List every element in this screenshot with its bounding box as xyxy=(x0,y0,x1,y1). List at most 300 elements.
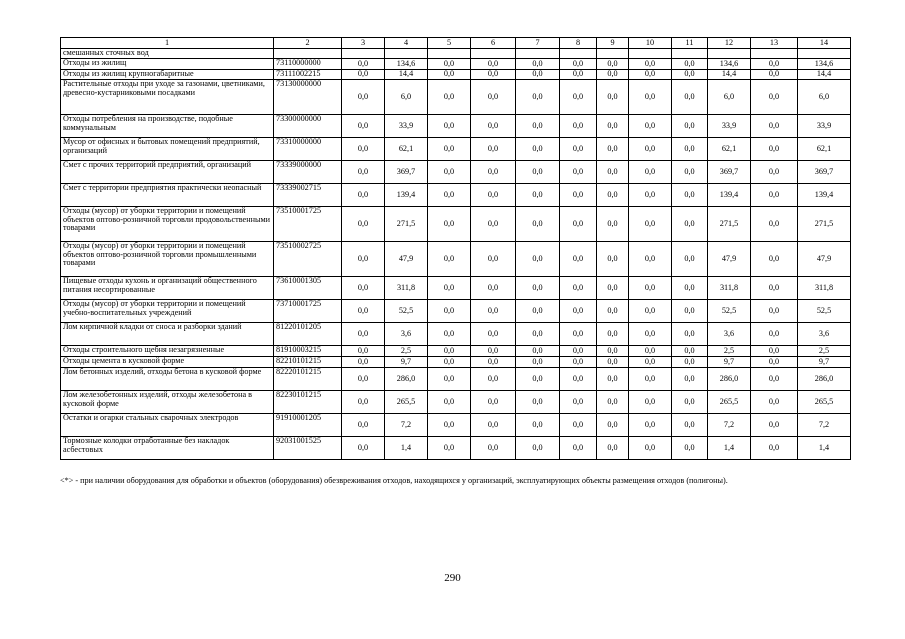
value-cell: 0,0 xyxy=(471,346,516,357)
value-cell: 0,0 xyxy=(597,346,629,357)
value-cell: 0,0 xyxy=(516,414,560,437)
table-row xyxy=(61,161,851,184)
value-cell: 0,0 xyxy=(751,138,798,161)
value-cell: 0,0 xyxy=(597,368,629,391)
value-cell: 0,0 xyxy=(560,80,597,115)
value-cell: 0,0 xyxy=(428,207,471,242)
value-cell: 0,0 xyxy=(428,323,471,346)
value-cell: 0,0 xyxy=(342,323,385,346)
value-cell: 0,0 xyxy=(672,115,708,138)
value-cell: 0,0 xyxy=(471,277,516,300)
value-cell: 3,6 xyxy=(798,323,851,346)
value-cell: 7,2 xyxy=(708,414,751,437)
value-cell: 62,1 xyxy=(708,138,751,161)
value-cell: 0,0 xyxy=(629,437,672,460)
value-cell: 0,0 xyxy=(597,70,629,80)
column-number-header: 4 xyxy=(385,38,428,49)
value-cell: 0,0 xyxy=(597,80,629,115)
value-cell: 0,0 xyxy=(428,59,471,70)
value-cell: 0,0 xyxy=(471,70,516,80)
value-cell: 33,9 xyxy=(385,115,428,138)
value-cell: 0,0 xyxy=(629,277,672,300)
value-cell: 7,2 xyxy=(385,414,428,437)
table-row xyxy=(61,242,851,277)
waste-code-cell: 82220101215 xyxy=(274,368,342,391)
value-cell: 0,0 xyxy=(629,80,672,115)
value-cell xyxy=(385,49,428,59)
value-cell: 0,0 xyxy=(471,80,516,115)
value-cell: 0,0 xyxy=(629,242,672,277)
value-cell: 0,0 xyxy=(751,300,798,323)
value-cell: 0,0 xyxy=(428,115,471,138)
value-cell: 0,0 xyxy=(342,346,385,357)
waste-name-cell: Растительные отходы при уходе за газонами, цветниками, древесно-кустарниковыми посадками xyxy=(61,80,274,115)
value-cell: 311,8 xyxy=(798,277,851,300)
value-cell: 0,0 xyxy=(342,184,385,207)
value-cell: 9,7 xyxy=(708,357,751,368)
value-cell: 0,0 xyxy=(597,300,629,323)
table-row xyxy=(61,323,851,346)
waste-name-cell: Мусор от офисных и бытовых помещений предприятий, организаций xyxy=(61,138,274,161)
value-cell: 7,2 xyxy=(798,414,851,437)
value-cell: 134,6 xyxy=(385,59,428,70)
value-cell: 14,4 xyxy=(708,70,751,80)
table-row xyxy=(61,80,851,115)
column-number-header: 10 xyxy=(629,38,672,49)
value-cell: 3,6 xyxy=(708,323,751,346)
value-cell: 0,0 xyxy=(342,437,385,460)
value-cell: 33,9 xyxy=(798,115,851,138)
value-cell: 0,0 xyxy=(751,184,798,207)
value-cell: 0,0 xyxy=(516,391,560,414)
value-cell: 0,0 xyxy=(629,207,672,242)
value-cell: 0,0 xyxy=(672,184,708,207)
value-cell: 0,0 xyxy=(751,59,798,70)
column-number-header: 9 xyxy=(597,38,629,49)
table-row xyxy=(61,70,851,80)
value-cell: 0,0 xyxy=(560,391,597,414)
value-cell: 0,0 xyxy=(751,391,798,414)
value-cell: 369,7 xyxy=(798,161,851,184)
value-cell: 2,5 xyxy=(385,346,428,357)
value-cell xyxy=(751,49,798,59)
value-cell: 0,0 xyxy=(342,80,385,115)
value-cell: 0,0 xyxy=(672,277,708,300)
value-cell: 0,0 xyxy=(471,300,516,323)
value-cell: 0,0 xyxy=(342,277,385,300)
value-cell: 0,0 xyxy=(560,115,597,138)
value-cell: 271,5 xyxy=(798,207,851,242)
value-cell: 139,4 xyxy=(385,184,428,207)
value-cell: 369,7 xyxy=(385,161,428,184)
value-cell: 0,0 xyxy=(751,437,798,460)
waste-code-cell: 73111002215 xyxy=(274,70,342,80)
value-cell: 139,4 xyxy=(798,184,851,207)
value-cell: 0,0 xyxy=(516,242,560,277)
waste-name-cell: Смет с прочих территорий предприятий, организаций xyxy=(61,161,274,184)
value-cell xyxy=(798,49,851,59)
column-number-header: 14 xyxy=(798,38,851,49)
value-cell: 0,0 xyxy=(751,368,798,391)
waste-code-cell: 81910003215 xyxy=(274,346,342,357)
value-cell: 0,0 xyxy=(751,357,798,368)
value-cell: 52,5 xyxy=(385,300,428,323)
table-row xyxy=(61,357,851,368)
value-cell: 0,0 xyxy=(342,70,385,80)
waste-data-table xyxy=(60,37,851,460)
value-cell: 265,5 xyxy=(708,391,751,414)
value-cell: 47,9 xyxy=(798,242,851,277)
waste-name-cell: Лом кирпичной кладки от сноса и разборки зданий xyxy=(61,323,274,346)
waste-code-cell: 73510001725 xyxy=(274,207,342,242)
table-row xyxy=(61,414,851,437)
value-cell: 47,9 xyxy=(708,242,751,277)
column-number-header: 5 xyxy=(428,38,471,49)
value-cell xyxy=(471,49,516,59)
value-cell: 0,0 xyxy=(428,70,471,80)
value-cell: 0,0 xyxy=(751,277,798,300)
value-cell: 0,0 xyxy=(516,161,560,184)
value-cell: 271,5 xyxy=(708,207,751,242)
value-cell: 134,6 xyxy=(798,59,851,70)
value-cell: 0,0 xyxy=(428,368,471,391)
value-cell: 0,0 xyxy=(342,207,385,242)
value-cell: 0,0 xyxy=(471,59,516,70)
waste-name-cell: Лом бетонных изделий, отходы бетона в кусковой форме xyxy=(61,368,274,391)
value-cell: 0,0 xyxy=(560,323,597,346)
table-row xyxy=(61,184,851,207)
value-cell: 14,4 xyxy=(385,70,428,80)
value-cell: 311,8 xyxy=(708,277,751,300)
value-cell xyxy=(560,49,597,59)
waste-code-cell: 92031001525 xyxy=(274,437,342,460)
value-cell: 0,0 xyxy=(428,437,471,460)
table-row xyxy=(61,138,851,161)
value-cell: 0,0 xyxy=(342,115,385,138)
waste-code-cell: 73300000000 xyxy=(274,115,342,138)
table-row xyxy=(61,49,851,59)
value-cell: 0,0 xyxy=(516,138,560,161)
value-cell: 0,0 xyxy=(597,184,629,207)
value-cell: 0,0 xyxy=(672,161,708,184)
value-cell: 0,0 xyxy=(428,242,471,277)
table-row xyxy=(61,300,851,323)
waste-name-cell: Отходы цемента в кусковой форме xyxy=(61,357,274,368)
value-cell: 1,4 xyxy=(798,437,851,460)
value-cell: 0,0 xyxy=(428,346,471,357)
page-number: 290 xyxy=(444,572,461,584)
value-cell: 9,7 xyxy=(798,357,851,368)
value-cell: 0,0 xyxy=(751,70,798,80)
waste-code-cell: 73110000000 xyxy=(274,59,342,70)
value-cell: 0,0 xyxy=(342,138,385,161)
waste-name-cell: Отходы из жилищ крупногабаритные xyxy=(61,70,274,80)
value-cell: 0,0 xyxy=(428,357,471,368)
value-cell: 0,0 xyxy=(342,300,385,323)
value-cell: 0,0 xyxy=(516,300,560,323)
value-cell: 0,0 xyxy=(516,70,560,80)
value-cell: 0,0 xyxy=(672,357,708,368)
waste-code-cell: 73130000000 xyxy=(274,80,342,115)
value-cell: 62,1 xyxy=(385,138,428,161)
column-number-header: 6 xyxy=(471,38,516,49)
table-row xyxy=(61,277,851,300)
value-cell: 0,0 xyxy=(516,368,560,391)
waste-code-cell: 73339000000 xyxy=(274,161,342,184)
waste-code-cell: 73710001725 xyxy=(274,300,342,323)
value-cell: 0,0 xyxy=(629,115,672,138)
value-cell: 0,0 xyxy=(471,437,516,460)
value-cell: 0,0 xyxy=(516,80,560,115)
value-cell: 0,0 xyxy=(629,391,672,414)
value-cell: 0,0 xyxy=(629,323,672,346)
value-cell xyxy=(629,49,672,59)
value-cell: 0,0 xyxy=(597,138,629,161)
value-cell: 0,0 xyxy=(597,414,629,437)
column-number-header: 11 xyxy=(672,38,708,49)
waste-code-cell: 73510002725 xyxy=(274,242,342,277)
value-cell: 6,0 xyxy=(385,80,428,115)
table-row xyxy=(61,391,851,414)
value-cell: 0,0 xyxy=(516,184,560,207)
value-cell: 0,0 xyxy=(342,242,385,277)
value-cell: 2,5 xyxy=(708,346,751,357)
value-cell: 0,0 xyxy=(560,242,597,277)
table-row xyxy=(61,368,851,391)
value-cell: 0,0 xyxy=(672,414,708,437)
value-cell: 0,0 xyxy=(751,242,798,277)
value-cell: 0,0 xyxy=(751,323,798,346)
value-cell: 0,0 xyxy=(560,357,597,368)
waste-name-cell: Лом железобетонных изделий, отходы железобетона в кусковой форме xyxy=(61,391,274,414)
value-cell: 286,0 xyxy=(708,368,751,391)
value-cell: 0,0 xyxy=(560,161,597,184)
value-cell: 0,0 xyxy=(560,138,597,161)
column-number-header: 8 xyxy=(560,38,597,49)
value-cell: 0,0 xyxy=(751,80,798,115)
value-cell: 2,5 xyxy=(798,346,851,357)
waste-name-cell: Отходы из жилищ xyxy=(61,59,274,70)
value-cell: 0,0 xyxy=(629,59,672,70)
value-cell: 139,4 xyxy=(708,184,751,207)
waste-name-cell: Смет с территории предприятия практически неопасный xyxy=(61,184,274,207)
value-cell: 3,6 xyxy=(385,323,428,346)
value-cell: 0,0 xyxy=(751,414,798,437)
column-number-header: 3 xyxy=(342,38,385,49)
value-cell: 0,0 xyxy=(597,161,629,184)
value-cell: 0,0 xyxy=(597,357,629,368)
value-cell: 0,0 xyxy=(516,357,560,368)
value-cell: 0,0 xyxy=(471,323,516,346)
value-cell: 0,0 xyxy=(428,80,471,115)
value-cell: 0,0 xyxy=(560,300,597,323)
value-cell: 0,0 xyxy=(560,346,597,357)
value-cell: 0,0 xyxy=(597,277,629,300)
value-cell: 311,8 xyxy=(385,277,428,300)
value-cell: 0,0 xyxy=(428,184,471,207)
value-cell: 0,0 xyxy=(471,357,516,368)
value-cell: 0,0 xyxy=(672,300,708,323)
waste-name-cell: Отходы (мусор) от уборки территории и помещений объектов оптово-розничной торговли продовольственными товарами xyxy=(61,207,274,242)
value-cell: 62,1 xyxy=(798,138,851,161)
value-cell: 0,0 xyxy=(516,277,560,300)
value-cell: 0,0 xyxy=(516,59,560,70)
value-cell: 0,0 xyxy=(516,346,560,357)
value-cell: 0,0 xyxy=(560,207,597,242)
waste-name-cell: Отходы потребления на производстве, подобные коммунальным xyxy=(61,115,274,138)
value-cell: 0,0 xyxy=(629,138,672,161)
waste-name-cell: Пищевые отходы кухонь и организаций общественного питания несортированные xyxy=(61,277,274,300)
value-cell: 0,0 xyxy=(428,300,471,323)
value-cell: 0,0 xyxy=(342,391,385,414)
value-cell: 265,5 xyxy=(798,391,851,414)
value-cell: 0,0 xyxy=(597,323,629,346)
value-cell: 0,0 xyxy=(560,277,597,300)
value-cell: 6,0 xyxy=(798,80,851,115)
value-cell: 134,6 xyxy=(708,59,751,70)
table-row xyxy=(61,115,851,138)
value-cell: 14,4 xyxy=(798,70,851,80)
value-cell: 6,0 xyxy=(708,80,751,115)
value-cell: 0,0 xyxy=(342,368,385,391)
value-cell: 1,4 xyxy=(708,437,751,460)
footnote: <*> - при наличии оборудования для обработки и объектов (оборудования) обезвреживания отходов, находящихся у организаций, эксплуатирующих объекты размещения отходов (полигоны). xyxy=(60,476,728,485)
value-cell xyxy=(672,49,708,59)
value-cell: 0,0 xyxy=(471,242,516,277)
value-cell: 0,0 xyxy=(471,391,516,414)
value-cell: 0,0 xyxy=(672,70,708,80)
value-cell: 0,0 xyxy=(751,115,798,138)
waste-code-cell: 82210101215 xyxy=(274,357,342,368)
value-cell: 286,0 xyxy=(385,368,428,391)
value-cell: 0,0 xyxy=(471,184,516,207)
value-cell: 0,0 xyxy=(516,207,560,242)
waste-code-cell: 81220101205 xyxy=(274,323,342,346)
value-cell: 0,0 xyxy=(428,277,471,300)
value-cell: 369,7 xyxy=(708,161,751,184)
value-cell: 0,0 xyxy=(751,207,798,242)
value-cell: 0,0 xyxy=(560,437,597,460)
value-cell: 0,0 xyxy=(428,391,471,414)
waste-name-cell: Отходы строительного щебня незагрязненные xyxy=(61,346,274,357)
value-cell: 0,0 xyxy=(342,357,385,368)
value-cell: 0,0 xyxy=(516,323,560,346)
waste-name-cell: Отходы (мусор) от уборки территории и помещений объектов оптово-розничной торговли промышленными товарами xyxy=(61,242,274,277)
header-row xyxy=(61,38,851,49)
table-row xyxy=(61,59,851,70)
value-cell: 0,0 xyxy=(672,59,708,70)
value-cell: 0,0 xyxy=(428,138,471,161)
waste-code-cell: 73339002715 xyxy=(274,184,342,207)
value-cell xyxy=(428,49,471,59)
value-cell: 52,5 xyxy=(708,300,751,323)
value-cell: 0,0 xyxy=(342,59,385,70)
value-cell: 271,5 xyxy=(385,207,428,242)
value-cell: 0,0 xyxy=(428,414,471,437)
column-number-header: 12 xyxy=(708,38,751,49)
table-row xyxy=(61,437,851,460)
value-cell: 0,0 xyxy=(672,138,708,161)
value-cell: 0,0 xyxy=(672,437,708,460)
value-cell: 0,0 xyxy=(560,368,597,391)
value-cell: 9,7 xyxy=(385,357,428,368)
waste-code-cell: 73610001305 xyxy=(274,277,342,300)
table-row xyxy=(61,346,851,357)
value-cell: 0,0 xyxy=(516,115,560,138)
waste-code-cell: 91910001205 xyxy=(274,414,342,437)
column-number-header: 7 xyxy=(516,38,560,49)
value-cell: 0,0 xyxy=(629,414,672,437)
value-cell: 0,0 xyxy=(516,437,560,460)
value-cell: 286,0 xyxy=(798,368,851,391)
waste-code-cell: 73310000000 xyxy=(274,138,342,161)
waste-name-cell: Отходы (мусор) от уборки территории и помещений учебно-воспитательных учреждений xyxy=(61,300,274,323)
value-cell: 0,0 xyxy=(629,357,672,368)
value-cell: 0,0 xyxy=(629,300,672,323)
value-cell: 0,0 xyxy=(597,59,629,70)
value-cell xyxy=(597,49,629,59)
value-cell: 0,0 xyxy=(342,414,385,437)
value-cell: 0,0 xyxy=(751,346,798,357)
value-cell: 0,0 xyxy=(672,391,708,414)
value-cell: 0,0 xyxy=(629,161,672,184)
value-cell xyxy=(342,49,385,59)
value-cell: 47,9 xyxy=(385,242,428,277)
value-cell: 0,0 xyxy=(471,115,516,138)
value-cell: 0,0 xyxy=(672,80,708,115)
value-cell: 0,0 xyxy=(560,184,597,207)
value-cell xyxy=(708,49,751,59)
column-number-header: 13 xyxy=(751,38,798,49)
value-cell: 0,0 xyxy=(597,115,629,138)
value-cell: 1,4 xyxy=(385,437,428,460)
value-cell: 0,0 xyxy=(672,207,708,242)
waste-code-cell: 82230101215 xyxy=(274,391,342,414)
table-row xyxy=(61,207,851,242)
value-cell: 0,0 xyxy=(629,184,672,207)
value-cell: 0,0 xyxy=(560,70,597,80)
value-cell: 0,0 xyxy=(672,368,708,391)
value-cell: 0,0 xyxy=(597,242,629,277)
value-cell: 0,0 xyxy=(428,161,471,184)
value-cell: 0,0 xyxy=(560,414,597,437)
value-cell: 0,0 xyxy=(471,414,516,437)
column-number-header: 1 xyxy=(61,38,274,49)
value-cell: 0,0 xyxy=(629,368,672,391)
value-cell: 0,0 xyxy=(560,59,597,70)
value-cell: 0,0 xyxy=(471,161,516,184)
waste-name-cell: Тормозные колодки отработанные без накладок асбестовых xyxy=(61,437,274,460)
value-cell: 0,0 xyxy=(597,391,629,414)
value-cell: 0,0 xyxy=(672,323,708,346)
column-number-header: 2 xyxy=(274,38,342,49)
value-cell: 0,0 xyxy=(597,437,629,460)
value-cell: 0,0 xyxy=(751,161,798,184)
value-cell: 0,0 xyxy=(629,70,672,80)
value-cell: 0,0 xyxy=(471,207,516,242)
waste-code-cell xyxy=(274,49,342,59)
value-cell: 0,0 xyxy=(471,368,516,391)
value-cell xyxy=(516,49,560,59)
value-cell: 0,0 xyxy=(629,346,672,357)
waste-name-cell: Остатки и огарки стальных сварочных электродов xyxy=(61,414,274,437)
value-cell: 0,0 xyxy=(471,138,516,161)
value-cell: 265,5 xyxy=(385,391,428,414)
value-cell: 0,0 xyxy=(342,161,385,184)
value-cell: 33,9 xyxy=(708,115,751,138)
value-cell: 0,0 xyxy=(672,242,708,277)
waste-name-cell: смешанных сточных вод xyxy=(61,49,274,59)
